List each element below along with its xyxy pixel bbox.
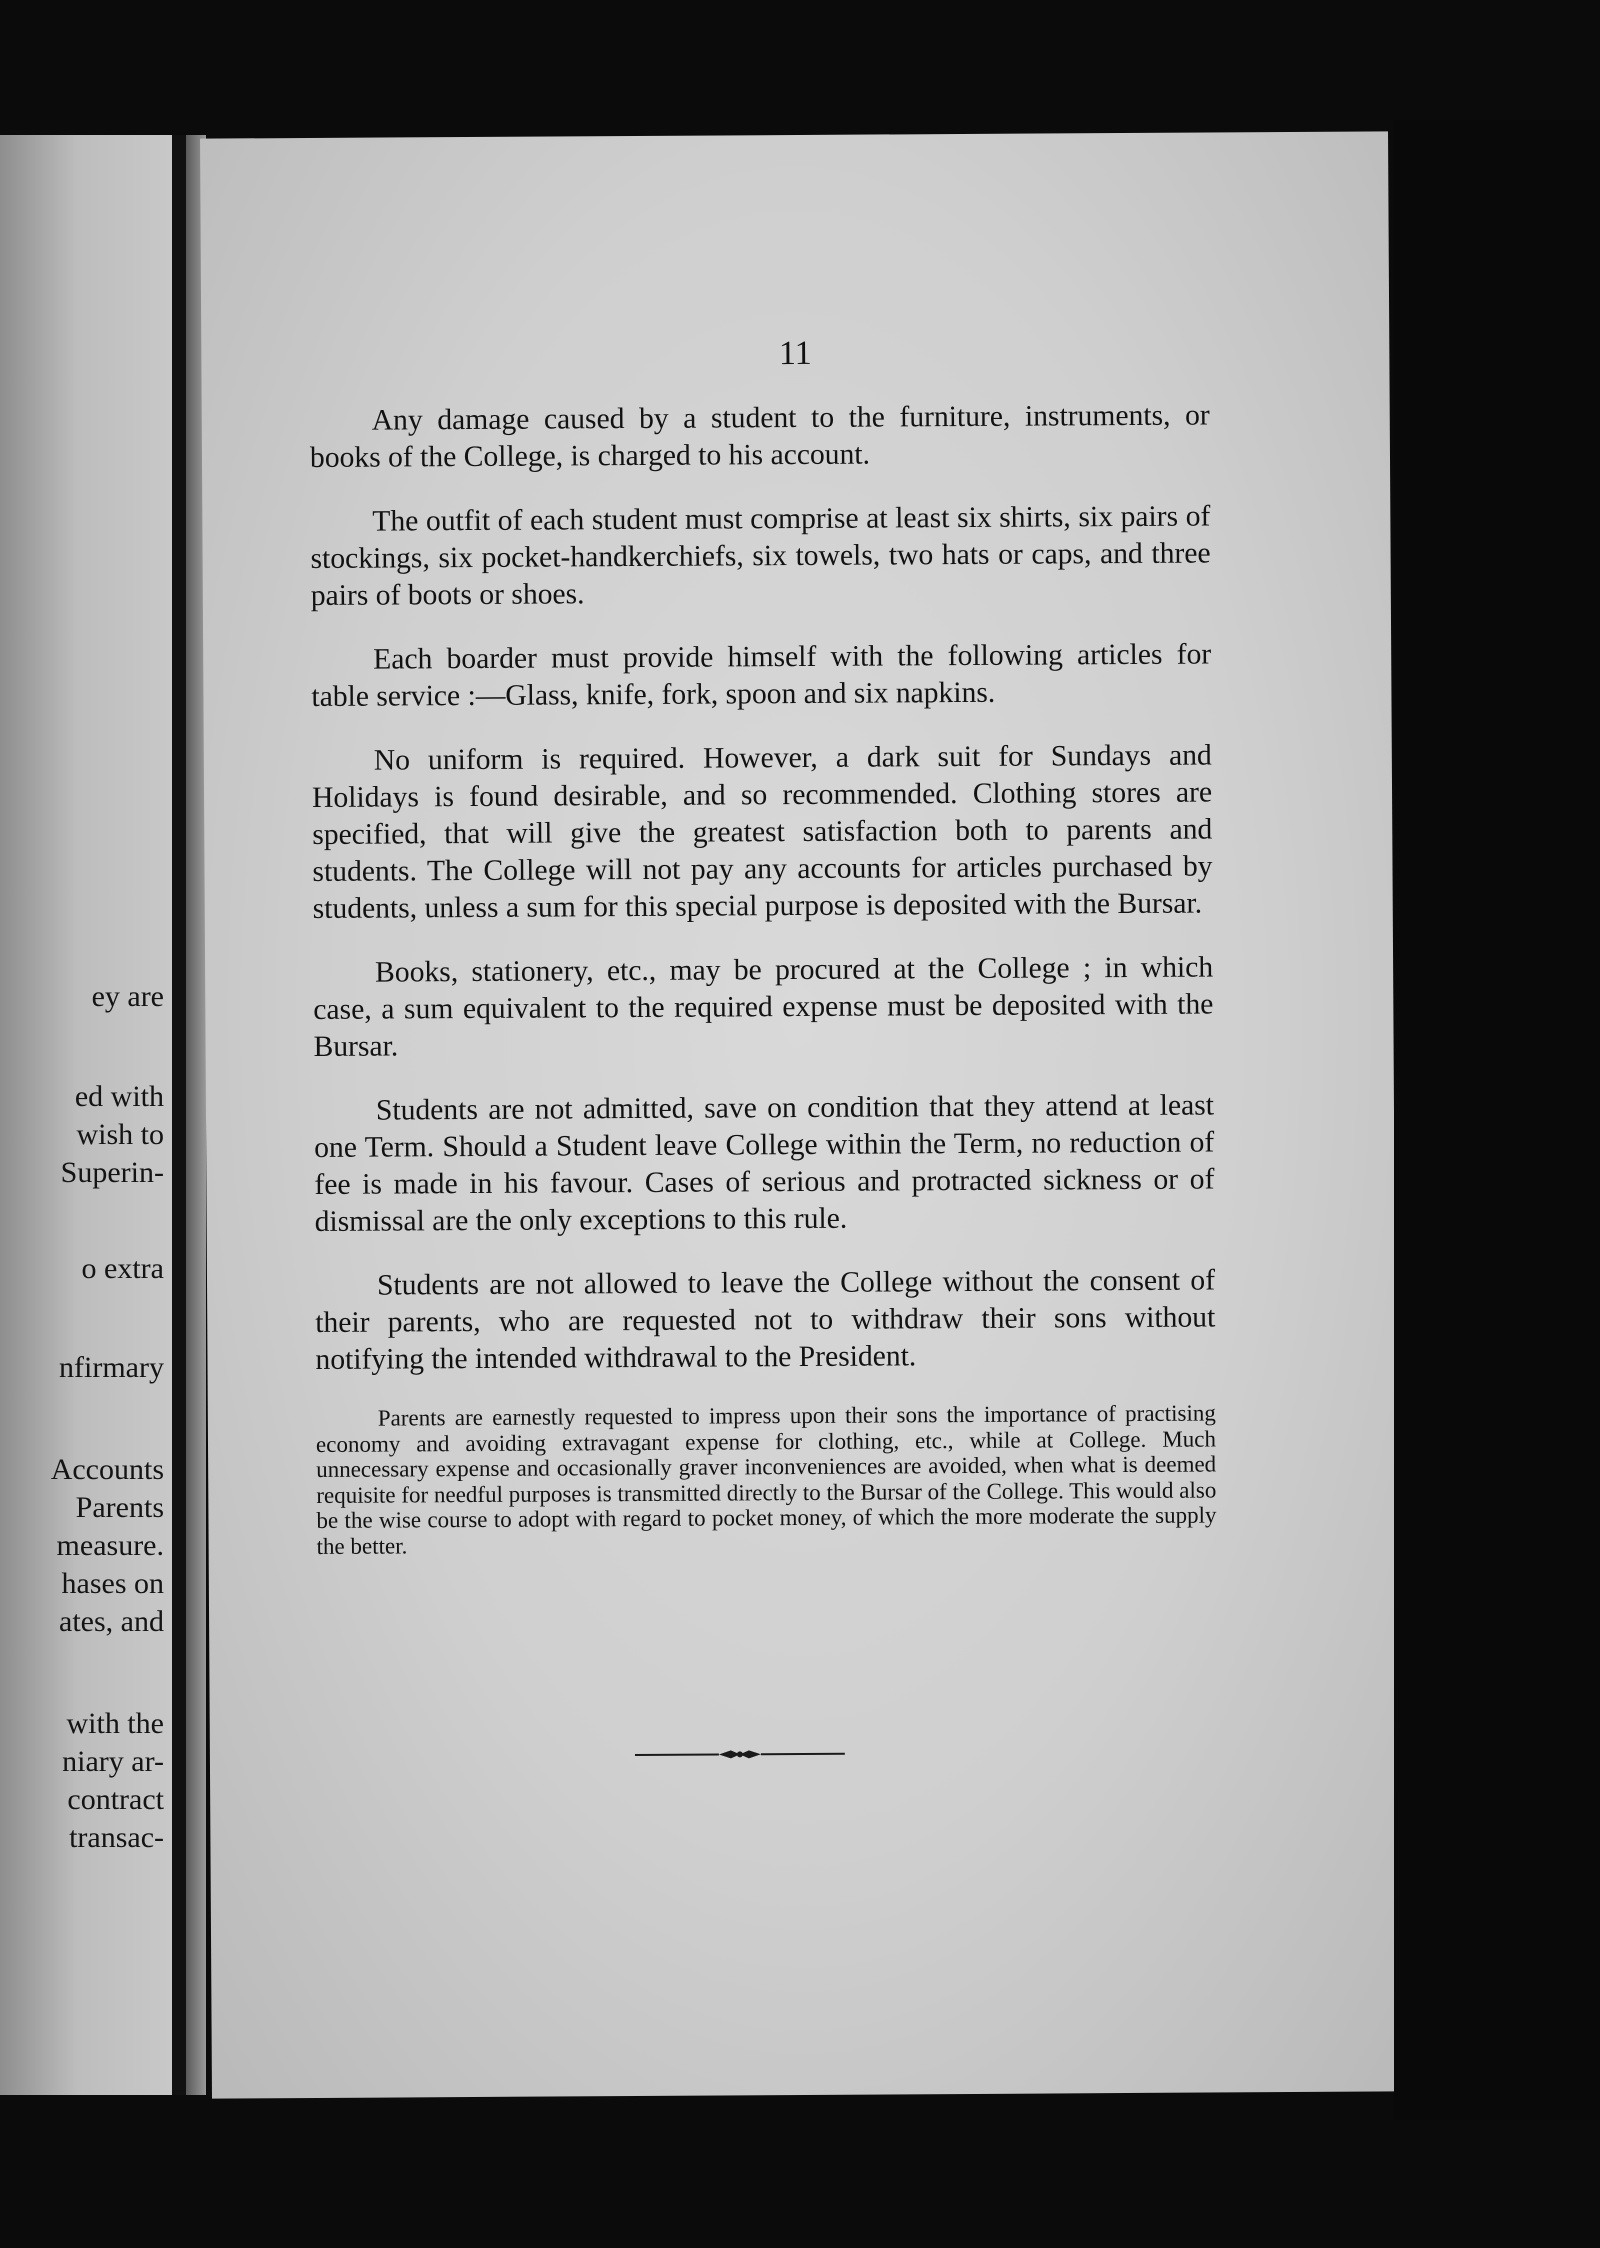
previous-page-strip xyxy=(0,135,172,2095)
left-page-fragment: Superin- xyxy=(60,1156,164,1189)
ornament-divider xyxy=(635,1747,845,1762)
left-page-fragment: wish to xyxy=(76,1118,164,1151)
left-page-fragment: Parents xyxy=(75,1491,164,1524)
left-page-fragment: hases on xyxy=(61,1567,164,1600)
paragraph-uniform: No uniform is required. However, a dark suit for Sundays and Holidays is found desirable, and so recommended. Clothing stores are specified, that will give the greatest satisfaction both to parents and students. The College will not pay any accounts for articles purchased by students, unless a sum for this special purpose is deposited with the Bursar. xyxy=(311,739,1213,925)
page-content xyxy=(200,131,1400,2098)
left-page-fragment: niary ar- xyxy=(62,1745,164,1778)
paragraph-damage: Any damage caused by a student to the furniture, instruments, or books of the College, is charged to his account. xyxy=(309,399,1210,474)
left-page-fragment: ates, and xyxy=(59,1605,164,1638)
paragraph-outfit: The outfit of each student must comprise at least six shirts, six pairs of stockings, six pocket-handkerchiefs, six towels, two hats or caps, and three pairs of boots or shoes. xyxy=(310,500,1211,612)
left-page-fragment: contract xyxy=(67,1783,164,1816)
right-margin-shadow xyxy=(1394,120,1600,2120)
left-page-fragment: measure. xyxy=(56,1529,164,1562)
left-page-fragment: with the xyxy=(66,1707,164,1740)
page-number: 11 xyxy=(778,334,812,373)
paragraph-leaving: Students are not allowed to leave the College without the consent of their parents, who are requested not to withdraw their sons without notifying the intended withdrawal to the President. xyxy=(315,1264,1216,1376)
paragraph-table-service: Each boarder must provide himself with the following articles for table service :—Glass, knife, fork, spoon and six napkins. xyxy=(311,638,1212,713)
left-page-fragment: ey are xyxy=(91,980,164,1013)
left-page-fragment: Accounts xyxy=(50,1453,164,1486)
left-page-fragment: transac- xyxy=(69,1821,164,1854)
spine-shadow xyxy=(172,135,186,2095)
paragraph-parents-note: Parents are earnestly requested to impress upon their sons the importance of practising economy and avoiding extravagant expense for clothing, etc., while at College. Much unnecessary expense and occasionally graver inconveniences are avoided, when what is deemed requisite for needful purposes is transmitted directly to the Bursar of the College. This would also be the wise course to adopt with regard to pocket money, of which the more moderate the supply the better. xyxy=(315,1400,1217,1559)
paragraph-admission: Students are not admitted, save on condition that they attend at least one Term. Should a Student leave College within the Term, no reduction of fee is made in his favour. Cases of serious and protracted sickness or of dismissal are the only exceptions to this rule. xyxy=(314,1089,1215,1238)
left-page-fragment: o extra xyxy=(81,1252,164,1285)
body-text xyxy=(310,397,1217,1585)
document-page xyxy=(200,131,1400,2098)
paragraph-books: Books, stationery, etc., may be procured at the College ; in which case, a sum equivalent to the required expense must be deposited with the Bursar. xyxy=(313,951,1214,1063)
left-page-fragment: nfirmary xyxy=(59,1351,164,1384)
left-page-fragment: ed with xyxy=(74,1080,164,1113)
